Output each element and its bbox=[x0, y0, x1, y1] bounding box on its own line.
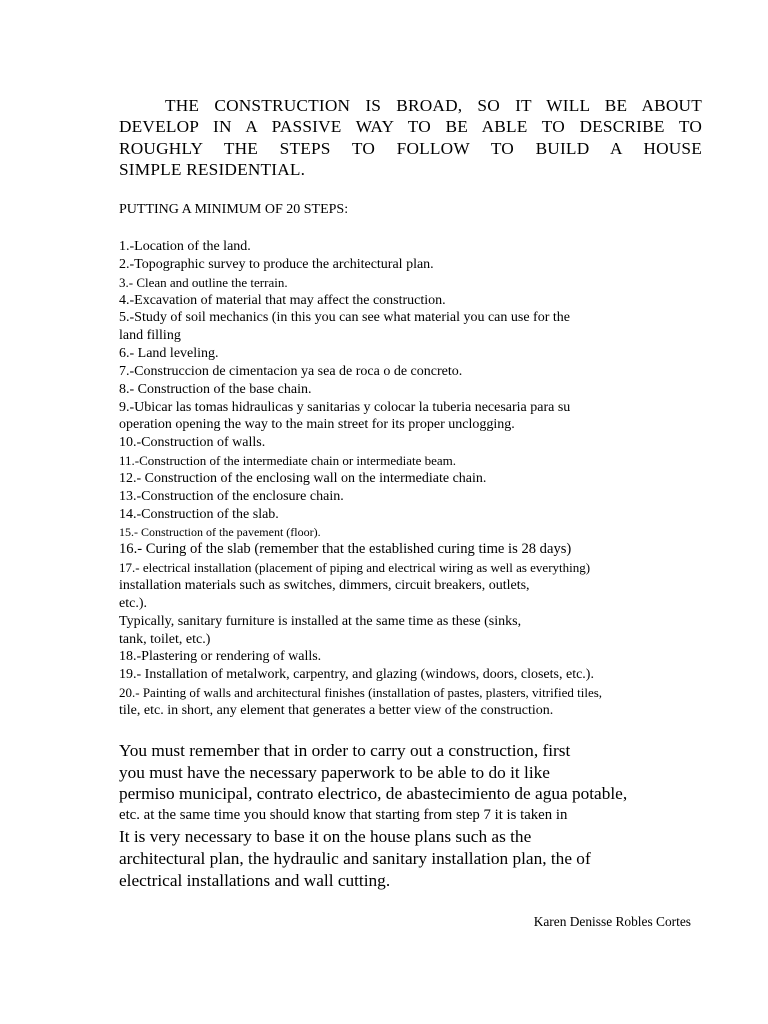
step-line: 9.-Ubicar las tomas hidraulicas y sanitarias y colocar la tuberia necesaria para su bbox=[119, 399, 571, 415]
intro-paragraph bbox=[119, 95, 702, 180]
closing-paragraph bbox=[119, 740, 719, 891]
step-line: 10.-Construction of walls. bbox=[119, 435, 266, 451]
intro-line: ROUGHLY THE STEPS TO FOLLOW TO BUILD A HOUSE bbox=[119, 138, 702, 158]
intro-line: SIMPLE RESIDENTIAL. bbox=[119, 159, 306, 179]
step-line: 16.- Curing of the slab (remember that the established curing time is 28 days) bbox=[119, 541, 572, 558]
step-line: etc.). bbox=[119, 595, 147, 611]
step-line: installation materials such as switches, dimmers, circuit breakers, outlets, bbox=[119, 578, 530, 594]
step-line: 1.-Location of the land. bbox=[119, 239, 251, 254]
closing-line: It is very necessary to base it on the house plans such as the bbox=[119, 827, 532, 847]
closing-line: You must remember that in order to carry out a construction, first bbox=[119, 741, 571, 760]
closing-line: etc. at the same time you should know that starting from step 7 it is taken in bbox=[119, 806, 568, 823]
step-line: 15.- Construction of the pavement (floor). bbox=[119, 524, 321, 539]
step-line: 11.-Construction of the intermediate chain or intermediate beam. bbox=[119, 453, 457, 469]
step-line: 12.- Construction of the enclosing wall on the intermediate chain. bbox=[119, 470, 487, 486]
step-line: 6.- Land leveling. bbox=[119, 346, 219, 362]
step-line: 5.-Study of soil mechanics (in this you can see what material you can use for the bbox=[119, 310, 570, 326]
step-line: tank, toilet, etc.) bbox=[119, 631, 211, 647]
closing-line: you must have the necessary paperwork to be able to do it like bbox=[119, 762, 550, 782]
step-line: 18.-Plastering or rendering of walls. bbox=[119, 649, 322, 665]
step-line: 17.- electrical installation (placement of piping and electrical wiring as well as everything) bbox=[119, 560, 591, 576]
step-line: Typically, sanitary furniture is installed at the same time as these (sinks, bbox=[119, 613, 522, 629]
step-line: 13.-Construction of the enclosure chain. bbox=[119, 488, 344, 504]
step-line: 2.-Topographic survey to produce the architectural plan. bbox=[119, 256, 434, 272]
step-line: operation opening the way to the main street for its proper unclogging. bbox=[119, 417, 515, 433]
step-line: 14.-Construction of the slab. bbox=[119, 506, 279, 522]
step-line: 4.-Excavation of material that may affect the construction. bbox=[119, 292, 446, 308]
intro-line: THE CONSTRUCTION IS BROAD, SO IT WILL BE ABOUT bbox=[165, 96, 702, 115]
intro-line: DEVELOP IN A PASSIVE WAY TO BE ABLE TO DESCRIBE TO bbox=[119, 117, 702, 137]
step-line: 8.- Construction of the base chain. bbox=[119, 381, 312, 397]
closing-line: electrical installations and wall cutting. bbox=[119, 870, 391, 890]
author-signature: Karen Denisse Robles Cortes bbox=[533, 914, 691, 929]
step-line: 7.-Construccion de cimentacion ya sea de roca o de concreto. bbox=[119, 363, 463, 379]
step-line: tile, etc. in short, any element that generates a better view of the construction. bbox=[119, 702, 554, 718]
steps-list bbox=[119, 238, 709, 720]
step-line: land filling bbox=[119, 328, 181, 344]
closing-line: permiso municipal, contrato electrico, de abastecimiento de agua potable, bbox=[119, 784, 628, 804]
step-line: 3.- Clean and outline the terrain. bbox=[119, 274, 288, 290]
steps-heading: PUTTING A MINIMUM OF 20 STEPS: bbox=[119, 202, 349, 217]
step-line: 20.- Painting of walls and architectural finishes (installation of pastes, plasters, vitrified tiles, bbox=[119, 685, 603, 701]
step-line: 19.- Installation of metalwork, carpentry, and glazing (windows, doors, closets, etc.). bbox=[119, 667, 594, 683]
closing-line: architectural plan, the hydraulic and sanitary installation plan, the of bbox=[119, 848, 591, 868]
